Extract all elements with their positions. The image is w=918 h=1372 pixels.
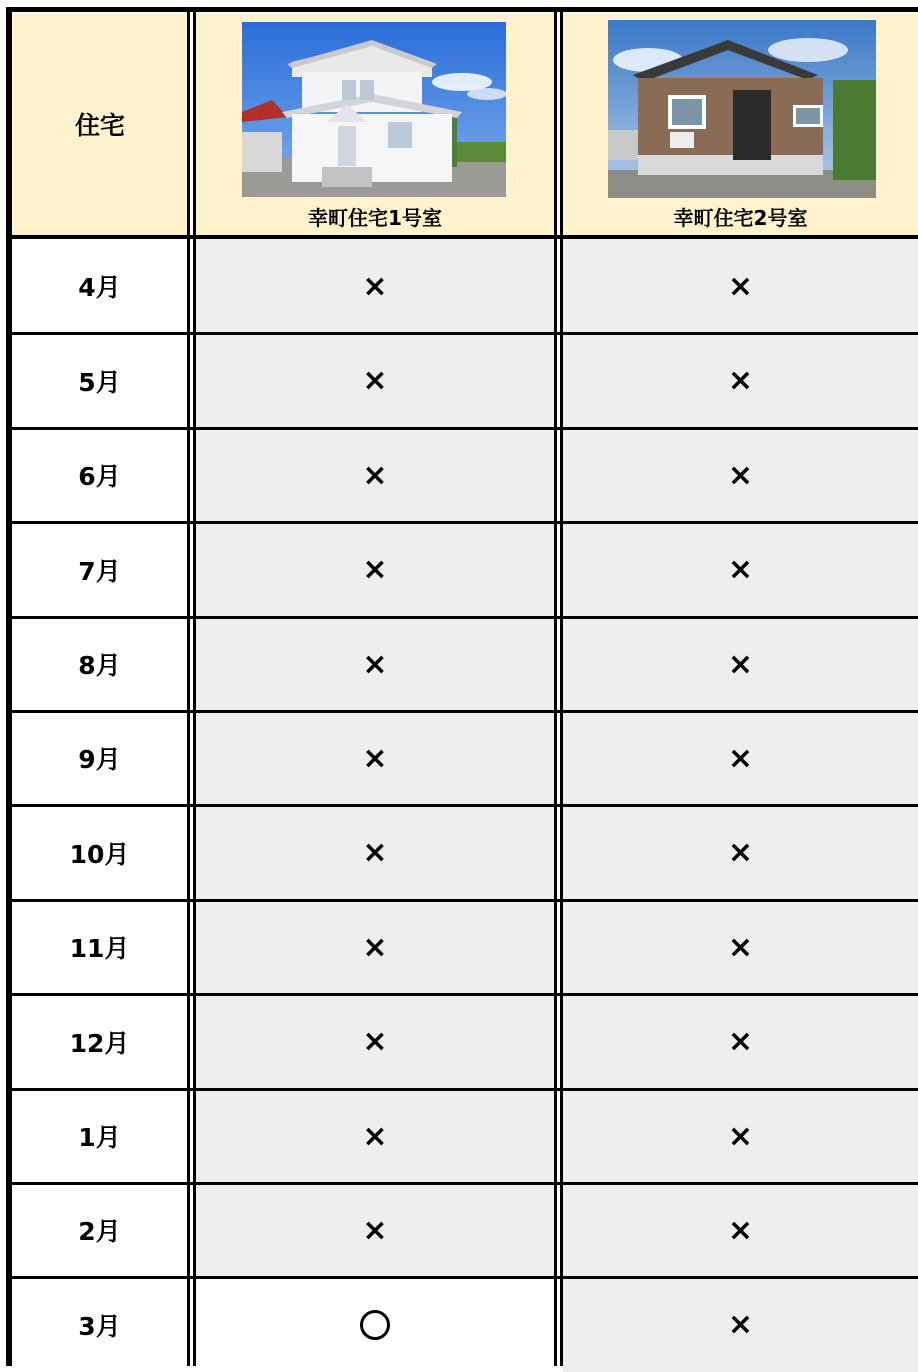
month-label: 11月 <box>69 934 130 963</box>
unavailable-mark: × <box>727 1212 754 1248</box>
col-divider-1a <box>187 7 190 1366</box>
unavailable-mark: × <box>362 835 388 870</box>
white-house-photo <box>242 22 506 197</box>
unavailable-mark: × <box>727 552 754 587</box>
month-cell <box>12 994 187 1089</box>
house-header-1 <box>196 13 554 235</box>
month-cell <box>12 428 187 522</box>
unavailable-mark: × <box>362 1212 388 1248</box>
month-label: 8月 <box>78 651 121 680</box>
brown-house-photo <box>608 20 876 198</box>
row-divider <box>8 1276 918 1279</box>
availability-cell-1 <box>196 994 554 1089</box>
unavailable-mark: × <box>362 646 388 682</box>
availability-cell-1 <box>196 428 554 522</box>
month-label: 6月 <box>78 462 121 491</box>
unavailable-mark: × <box>362 929 388 965</box>
house-name-2: 幸町住宅2号室 <box>673 206 808 230</box>
availability-cell-1 <box>196 1183 554 1277</box>
unavailable-mark: × <box>727 740 754 776</box>
col-divider-2b <box>560 7 563 1366</box>
month-label: 7月 <box>78 556 121 586</box>
month-label: 12月 <box>69 1028 130 1058</box>
row-divider <box>8 1088 918 1091</box>
row-divider <box>8 993 918 996</box>
row-divider <box>8 804 918 807</box>
month-cell <box>12 239 187 333</box>
header-label-cell <box>13 13 187 235</box>
unavailable-mark: × <box>727 646 754 682</box>
col-divider-2a <box>554 7 557 1366</box>
month-cell <box>12 1089 187 1183</box>
unavailable-mark: × <box>362 1118 388 1154</box>
unavailable-mark: × <box>727 363 754 398</box>
availability-cell-1 <box>196 617 554 711</box>
availability-cell-1 <box>196 1089 554 1183</box>
house-header-2 <box>563 13 918 235</box>
row-divider <box>8 521 918 524</box>
availability-cell-2 <box>563 711 918 805</box>
header-label: 住宅 <box>74 111 125 140</box>
availability-cell-2 <box>563 1089 918 1183</box>
month-cell <box>12 522 187 617</box>
availability-cell-2 <box>563 1277 918 1372</box>
availability-cell-2 <box>563 617 918 711</box>
month-label: 5月 <box>78 367 121 397</box>
month-label: 4月 <box>78 273 121 302</box>
border-top-line <box>8 7 918 12</box>
availability-cell-1 <box>196 522 554 617</box>
unavailable-mark: × <box>727 457 754 493</box>
month-cell <box>12 805 187 900</box>
unavailable-mark: × <box>362 363 388 398</box>
month-label: 3月 <box>78 1311 121 1341</box>
month-cell <box>12 617 187 711</box>
row-divider <box>8 1182 918 1185</box>
month-label: 1月 <box>78 1123 121 1152</box>
availability-cell-2 <box>563 900 918 994</box>
unavailable-mark: × <box>362 268 388 304</box>
unavailable-mark: × <box>727 268 754 304</box>
unavailable-mark: × <box>727 835 754 870</box>
month-cell <box>12 711 187 805</box>
availability-cell-2 <box>563 805 918 900</box>
month-cell <box>12 333 187 428</box>
unavailable-mark: × <box>362 740 388 776</box>
row-divider <box>8 616 918 619</box>
availability-cell-2 <box>563 333 918 428</box>
availability-cell-1 <box>196 711 554 805</box>
availability-cell-1 <box>196 805 554 900</box>
month-cell <box>12 1183 187 1277</box>
month-label: 9月 <box>78 745 121 774</box>
row-divider <box>8 899 918 902</box>
availability-cell-1 <box>196 1277 554 1372</box>
header-bottom-line <box>8 235 918 239</box>
availability-cell-2 <box>563 994 918 1089</box>
month-cell <box>12 900 187 994</box>
availability-cell-2 <box>563 239 918 333</box>
month-label: 10月 <box>69 839 130 869</box>
availability-cell-2 <box>563 428 918 522</box>
row-divider <box>8 332 918 335</box>
house-photo-2 <box>608 20 876 198</box>
row-divider <box>8 427 918 430</box>
unavailable-mark: × <box>362 457 388 493</box>
availability-cell-2 <box>563 522 918 617</box>
unavailable-mark: × <box>727 1118 754 1154</box>
unavailable-mark: × <box>727 1307 754 1342</box>
unavailable-mark: × <box>727 1024 754 1059</box>
month-label: 2月 <box>78 1217 121 1246</box>
unavailable-mark: × <box>727 929 754 965</box>
unavailable-mark: × <box>362 1024 388 1059</box>
unavailable-mark: × <box>362 552 388 587</box>
border-left <box>6 7 12 1366</box>
col-divider-1b <box>193 7 196 1366</box>
availability-cell-1 <box>196 239 554 333</box>
month-cell <box>12 1277 187 1372</box>
availability-cell-1 <box>196 333 554 428</box>
availability-cell-2 <box>563 1183 918 1277</box>
house-name-1: 幸町住宅1号室 <box>308 206 442 230</box>
circle-mark <box>360 1310 390 1340</box>
house-photo-1 <box>242 22 506 197</box>
availability-cell-1 <box>196 900 554 994</box>
row-divider <box>8 710 918 713</box>
